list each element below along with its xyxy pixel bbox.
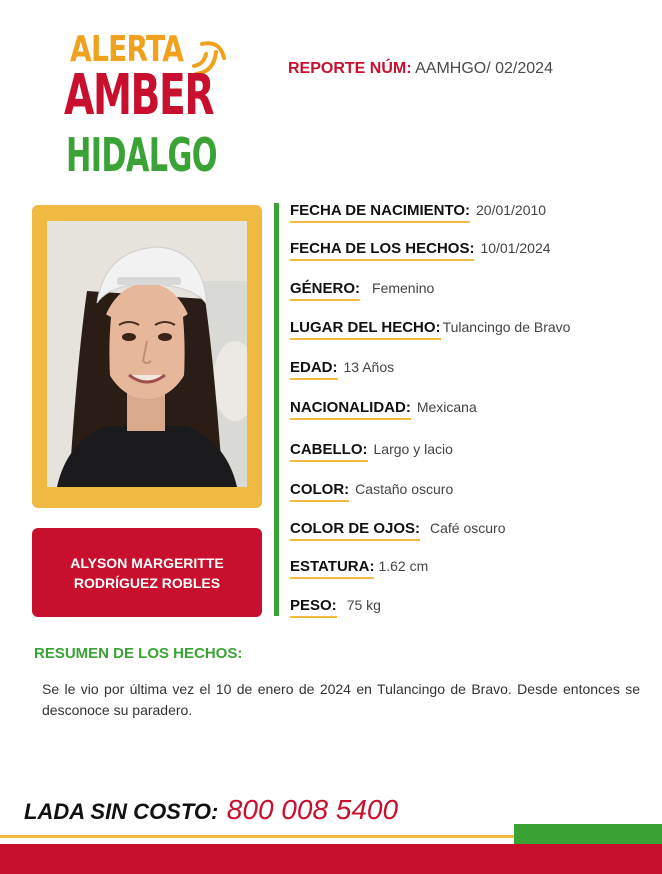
field-label: CABELLO:	[290, 441, 368, 462]
hotline-label: LADA SIN COSTO:	[24, 799, 219, 824]
footer-red-band	[0, 844, 662, 874]
field-label: COLOR:	[290, 481, 349, 502]
field-value: Tulancingo de Bravo	[442, 319, 571, 335]
field-label: PESO:	[290, 597, 337, 618]
field-eye-color	[290, 520, 506, 541]
summary-title: RESUMEN DE LOS HECHOS:	[34, 645, 243, 662]
field-label: ESTATURA:	[290, 558, 374, 579]
field-color	[290, 481, 453, 502]
summary-text: Se le vio por última vez el 10 de enero de 2024 en Tulancingo de Bravo. Desde entonces se desconoce su paradero.	[42, 681, 640, 718]
footer-gold-line	[0, 835, 516, 838]
green-divider	[274, 203, 279, 616]
photo-frame	[32, 205, 262, 508]
person-name-box	[32, 528, 262, 617]
field-label: EDAD:	[290, 359, 338, 380]
field-label: FECHA DE LOS HECHOS:	[290, 240, 474, 261]
field-hair	[290, 441, 453, 462]
field-weight	[290, 597, 381, 618]
field-value: Femenino	[372, 280, 435, 296]
field-value: 20/01/2010	[476, 202, 547, 218]
report-number	[288, 60, 553, 78]
field-value: Mexicana	[416, 399, 477, 415]
field-age	[290, 359, 394, 380]
logo-word-alerta: ALERTA	[70, 29, 184, 70]
hotline	[24, 794, 398, 826]
field-value: Castaño oscuro	[355, 481, 454, 497]
field-nationality	[290, 399, 477, 420]
field-value: 13 Años	[343, 359, 395, 375]
field-value: Café oscuro	[430, 520, 506, 536]
field-incident-location	[290, 319, 570, 340]
field-incident-date	[290, 240, 551, 261]
field-label: FECHA DE NACIMIENTO:	[290, 202, 470, 223]
logo-word-hidalgo: HIDALGO	[66, 128, 217, 182]
field-value: Largo y lacio	[373, 441, 453, 457]
footer-green-band	[514, 824, 662, 844]
logo-word-amber: AMBER	[64, 63, 214, 128]
person-name-line1: ALYSON MARGERITTE	[70, 554, 224, 571]
person-name-line2: RODRÍGUEZ ROBLES	[73, 574, 221, 591]
field-value: 10/01/2024	[480, 240, 551, 256]
field-birth-date	[290, 202, 546, 223]
field-label: GÉNERO:	[290, 280, 360, 301]
field-gender	[290, 280, 434, 301]
missing-person-photo	[47, 221, 247, 487]
field-height	[290, 558, 428, 579]
hotline-number[interactable]: 800 008 5400	[226, 794, 399, 825]
field-label: LUGAR DEL HECHO:	[290, 319, 441, 340]
field-value: 75 kg	[346, 597, 381, 613]
field-label: NACIONALIDAD:	[290, 399, 411, 420]
alerta-amber-hidalgo-logo	[62, 29, 237, 182]
field-value: 1.62 cm	[378, 558, 429, 574]
field-label: COLOR DE OJOS:	[290, 520, 420, 541]
report-number-value: AAMHGO/ 02/2024	[415, 60, 553, 77]
report-number-label: REPORTE NÚM:	[288, 60, 412, 77]
